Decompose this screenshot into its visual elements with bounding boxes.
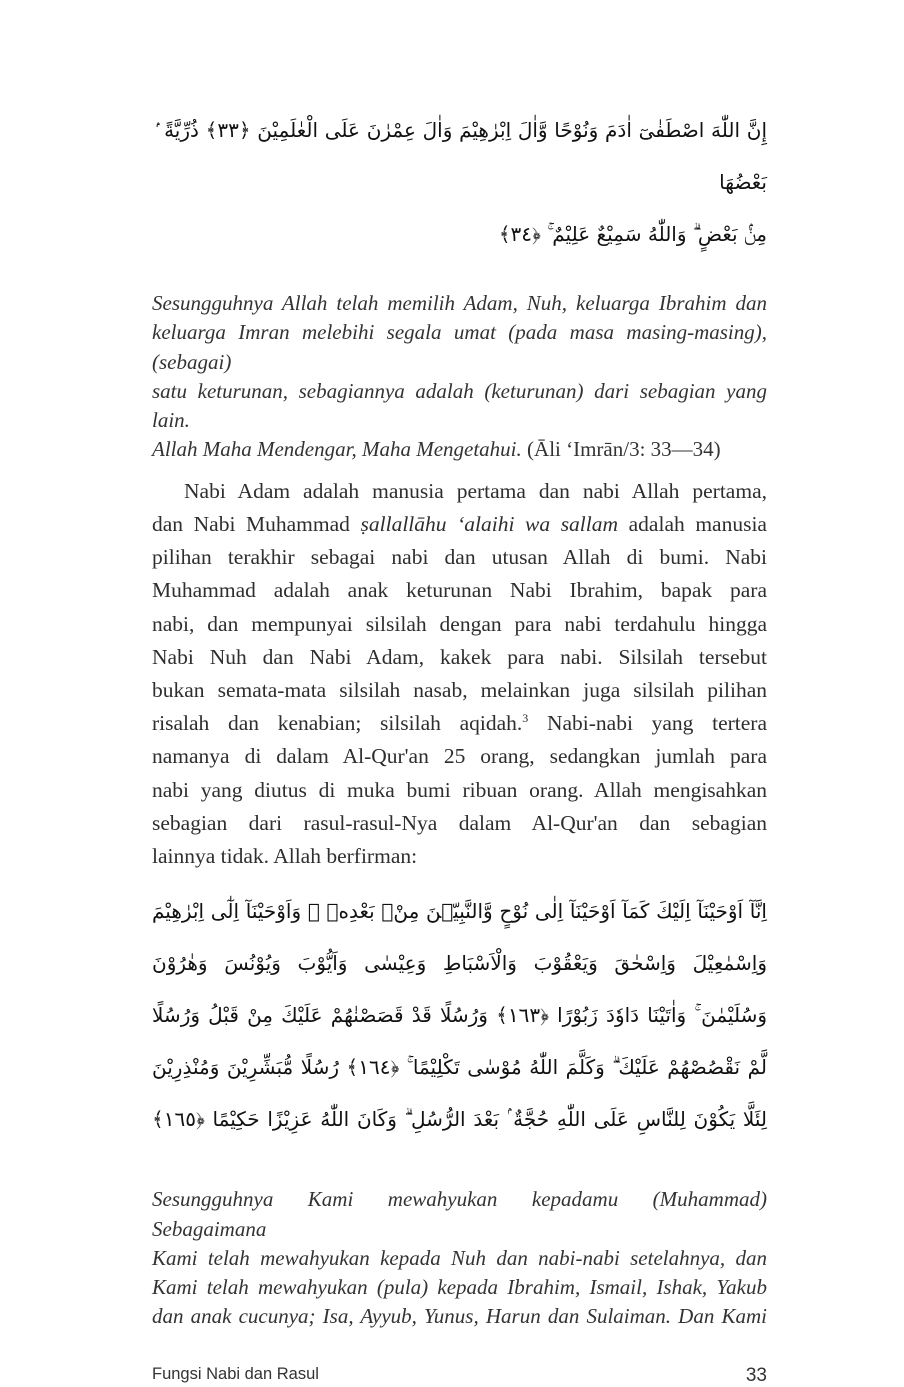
translation-line: Kami telah mewahyukan kepada Nuh dan nabi-nabi setelahnya, dan [152,1245,767,1270]
paragraph-line [152,508,767,541]
quran-verse-ali-imran-33-34 [152,104,767,260]
paragraph-line: nabi, dan mempunyai silsilah dengan para nabi terdahulu hingga [152,611,767,636]
arabic-line: اِنَّآ اَوْحَيْنَآ اِلَيْكَ كَمَآ اَوْحَيْنَآ اِلٰى نُوْحٍ وَّالنَّبِيّٖنَ مِنْۢ بَعْدِهٖ ۚ وَاَوْحَيْنَآ اِلٰٓى اِبْرٰهِيْمَ [152,899,767,924]
verse-reference: (Āli ‘Imrān/3: 33—34) [527,437,721,462]
verse-translation [152,1185,767,1331]
paragraph-line: namanya di dalam Al-Qur'an 25 orang, sedangkan jumlah para [152,744,767,769]
arabic-line: لَّمْ نَقْصُصْهُمْ عَلَيْكَ ۗ وَكَلَّمَ اللّٰهُ مُوْسٰى تَكْلِيْمًا ۚ ﴿١٦٤﴾ رُسُلًا مُّبَشِّرِيْنَ وَمُنْذِرِيْنَ [152,1055,767,1080]
arabic-line: مِنْۢ بَعْضٍ ۗ وَاللّٰهُ سَمِيْعٌ عَلِيْمٌ ۚ ﴿٣٤﴾ [498,222,767,246]
translation-line: Sesungguhnya Kami mewahyukan kepadamu (Muhammad) Sebagaimana [152,1187,767,1241]
paragraph-line: Muhammad adalah anak keturunan Nabi Ibrahim, bapak para [152,578,767,603]
translation-text: Allah Maha Mendengar, Maha Mengetahui. [152,437,522,462]
text: adalah manusia [618,511,767,536]
translation-line: Sesungguhnya Allah telah memilih Adam, Nuh, keluarga Ibrahim dan [152,291,767,315]
text: dan Nabi Muhammad [152,511,361,536]
verse-translation [152,289,767,465]
paragraph-line: sebagian dari rasul-rasul-Nya dalam Al-Qur'an dan sebagian [152,810,767,835]
paragraph-line: nabi yang diutus di muka bumi ribuan orang. Allah mengisahkan [152,777,767,802]
page-footer [152,1365,767,1387]
running-title: Fungsi Nabi dan Rasul [152,1364,319,1383]
text: Nabi-nabi yang tertera [528,711,767,736]
arabic-line: لِئَلَّا يَكُوْنَ لِلنَّاسِ عَلَى اللّٰهِ حُجَّةٌ ۢ بَعْدَ الرُّسُلِ ۗ وَكَانَ اللّٰهُ عَزِيْزًا حَكِيْمًا ﴿١٦٥﴾ [152,1107,767,1132]
arabic-line: وَاِسْمٰعِيْلَ وَاِسْحٰقَ وَيَعْقُوْبَ وَالْاَسْبَاطِ وَعِيْسٰى وَاَيُّوْبَ وَيُوْنُسَ وَهٰرُوْنَ [152,951,767,976]
body-paragraph [152,475,767,873]
footnote-ref[interactable]: 3 [522,711,529,726]
text: risalah dan kenabian; silsilah aqidah. [152,711,523,736]
paragraph-line: bukan semata-mata silsilah nasab, melainkan juga silsilah pilihan [152,678,767,702]
translation-line: keluarga Imran melebihi segala umat (pada masa masing-masing), (sebagai) [152,320,767,374]
arabic-line: وَسُلَيْمٰنَ ۚ وَاٰتَيْنَا دَاوٗدَ زَبُوْرًا ﴿١٦٣﴾ وَرُسُلًا قَدْ قَصَصْنٰهُمْ عَلَيْكَ مِنْ قَبْلُ وَرُسُلًا [152,1003,767,1028]
paragraph-line [152,707,767,740]
paragraph-line: Nabi Adam adalah manusia pertama dan nabi Allah pertama, [184,478,767,503]
paragraph-line: lainnya tidak. Allah berfirman: [152,844,418,869]
paragraph-line: pilihan terakhir sebagai nabi dan utusan Allah di bumi. Nabi [152,545,767,570]
translation-line: satu keturunan, sebagiannya adalah (keturunan) dari sebagian yang lain. [152,378,767,433]
quran-verse-an-nisa-163-165 [152,885,767,1145]
translation-line: Kami telah mewahyukan (pula) kepada Ibrahim, Ismail, Ishak, Yakub [152,1275,767,1300]
arabic-line: إِنَّ اللّٰهَ اصْطَفٰىٓ اٰدَمَ وَنُوْحًا وَّاٰلَ اِبْرٰهِيْمَ وَاٰلَ عِمْرٰنَ عَلَى الْعٰلَمِيْنَ ﴿٣٣﴾ ذُرِّيَّةً ۢ بَعْضُهَا [152,118,767,194]
page-number: 33 [745,1364,767,1386]
translation-line [152,435,767,464]
paragraph-line: Nabi Nuh dan Nabi Adam, kakek para nabi. Silsilah tersebut [152,644,767,669]
translation-line: dan anak cucunya; Isa, Ayyub, Yunus, Harun dan Sulaiman. Dan Kami [152,1304,767,1329]
honorific-italic: ṣallallāhu ‘alaihi wa sallam [360,511,619,536]
